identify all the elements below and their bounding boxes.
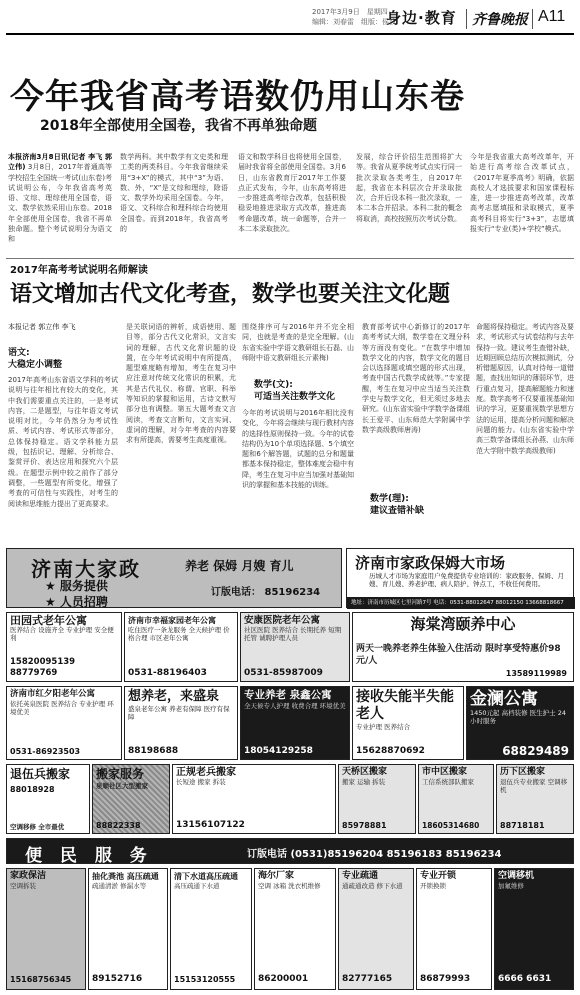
ad-phone: 15628870692 bbox=[356, 746, 425, 756]
ad-title: 专业养老 泉鑫公寓 bbox=[244, 689, 332, 701]
lead-text-1: 3月8日，2017年普通高等学校招生全国统一考试(山东卷)考试说明公布，今年我省高考英语、文综、理综使用全国卷，语文、数学依然采用山东卷。2018年全部使用全国卷，我省不再单独命题。整个考试说明分为语文和 bbox=[8, 163, 112, 244]
ad-title: 搬家服务 bbox=[96, 767, 145, 781]
subsection-title: 语文: bbox=[8, 348, 30, 358]
ad-disabled-elderly-care[interactable] bbox=[352, 686, 464, 760]
ad-title: 接收失能半失能老人 bbox=[356, 689, 454, 722]
ad-phone: 86879993 bbox=[420, 974, 471, 984]
ad-title: 济南市幸福家园老年公寓 bbox=[128, 616, 216, 625]
ad-text: 空调移修 全市最优 bbox=[10, 823, 65, 831]
ad-text: 疏通清淤 修漏水等 bbox=[92, 882, 147, 890]
ad-text: 两天一晚养老养生体验入住活动 限时享受特惠价98元/人 bbox=[356, 644, 561, 666]
lead-column-1 bbox=[8, 152, 112, 256]
ad-title: 济南市家政保姆大市场 bbox=[355, 554, 506, 572]
ad-text: 社区医院 医养结合 长期托养 短期托管 诚聘护理人员 bbox=[244, 626, 342, 642]
ad-phone: 18054129258 bbox=[244, 746, 313, 756]
ad-phone: 82777165 bbox=[342, 974, 393, 984]
ad-text: 1450元起 高档装修 医生护士 24小时服务 bbox=[470, 709, 567, 725]
issue-date: 2017年3月9日 星期四 bbox=[312, 8, 388, 16]
ad-phone: 88718181 bbox=[500, 821, 545, 830]
ad-title: 家政保洁 bbox=[10, 871, 47, 881]
ad-title: 退伍兵搬家 bbox=[10, 767, 71, 781]
ad-text: 搬家 运输 拆装 bbox=[342, 778, 386, 786]
ad-jinlan-apartment[interactable] bbox=[466, 686, 574, 760]
subsection-subtitle: 大稳定小调整 bbox=[8, 360, 63, 370]
newspaper-logo: 齐鲁晚报 bbox=[472, 12, 528, 28]
ad-item: ★ 服务提供 bbox=[45, 579, 108, 593]
page-number: A11 bbox=[538, 8, 566, 25]
ad-phone: 88822338 bbox=[96, 821, 141, 830]
ad-text: 泉顺社区大型搬家 bbox=[96, 782, 148, 790]
ad-tianqiao-moving[interactable] bbox=[338, 764, 416, 834]
feature-kicker: 2017年高考考试说明名师解读 bbox=[10, 265, 148, 276]
ad-phone: 13156107122 bbox=[176, 820, 245, 830]
ad-text: 专业护理 医养结合 bbox=[356, 723, 411, 731]
ad-phone: 6666 6631 bbox=[498, 974, 552, 984]
ad-lixia-moving[interactable] bbox=[496, 764, 574, 834]
ad-nanny-market[interactable] bbox=[346, 548, 574, 608]
section-divider bbox=[6, 258, 574, 259]
ad-phone: 15820095139 88779769 bbox=[10, 657, 76, 678]
ad-phone: 15168756345 bbox=[10, 975, 72, 984]
ad-title: 田园式老年公寓 bbox=[10, 614, 87, 627]
subsection-title: 数学(理): bbox=[370, 494, 409, 504]
header-divider bbox=[466, 9, 467, 29]
ad-title: 济南大家政 bbox=[31, 557, 141, 581]
ad-phone: 89152716 bbox=[92, 974, 143, 984]
ad-text: 工信系统部队搬家 bbox=[422, 778, 474, 786]
banner-phone: 订版电话 (0531)85196204 85196183 85196234 bbox=[247, 849, 502, 860]
lead-column-5: 今年是我省重大高考改革年，开始进行高考综合改革试点，《2017年夏季高考》明确，依据高校人才选拔要求和国家课程标准，进一步推进高考改革，改革高考志愿填报和录取模式，夏季高考科目将实行“3+3”，志愿填报实行“专业(类)+学校”模式。 bbox=[470, 153, 574, 234]
lead-headline: 今年我省高考语数仍用山东卷 bbox=[10, 77, 465, 117]
ad-item: ★ 人员招聘 bbox=[45, 595, 108, 609]
ad-haitang-bay[interactable] bbox=[352, 612, 574, 682]
ad-address: 地址：济南市历城区七里河路7号 电话：0531-88012647 88012150 13668818667 bbox=[347, 597, 575, 609]
convenience-banner bbox=[6, 838, 574, 864]
ad-text: 医养结合 设施齐全 专业护理 安全便利 bbox=[10, 626, 114, 642]
ad-text: 通疏通改造 修下水道 bbox=[342, 882, 403, 890]
ad-shengquan[interactable] bbox=[124, 686, 238, 760]
ad-phone: 15153120555 bbox=[174, 975, 236, 984]
top-rule bbox=[6, 33, 574, 35]
ad-happy-home-apartment[interactable] bbox=[124, 612, 238, 682]
ad-phone: 0531-86923503 bbox=[10, 747, 81, 756]
ad-drain-clearing[interactable] bbox=[170, 868, 252, 990]
ad-phone: 0531-85987009 bbox=[244, 668, 323, 678]
ad-phone: 68829489 bbox=[502, 744, 569, 758]
lead-byline: 本报济南3月8日讯(记者 李飞 郭立伟) bbox=[8, 153, 112, 172]
ad-veteran-moving[interactable] bbox=[6, 764, 90, 834]
ad-ankang-hospital[interactable] bbox=[240, 612, 350, 682]
ad-title: 市中区搬家 bbox=[422, 767, 468, 777]
ad-title: 清下水道高压疏通 bbox=[174, 872, 238, 881]
ad-phone: 订版电话： 85196234 bbox=[211, 587, 321, 598]
feature-column-2: 是关联词语的辨析，成语使用、题目等，部分古代文化常识，文言实词的理解，古代文化常识题的设置，在今年考试说明中有所提高，题型难度略有增加，考生在复习中应注意对传统文化常识的积累，尤其是古代礼仪、称谓、官职、科举等知识的掌握和运用，古诗文默写部分也有调整。第五大题考查文言阅读，考查文言断句，文言实词、虚词的理解，对今年考查的内容要求有所提高，需要考生高度重视。 bbox=[126, 323, 236, 445]
ad-title: 海棠湾颐养中心 bbox=[410, 615, 516, 633]
ad-phone: 86200001 bbox=[258, 974, 309, 984]
lead-column-4: 发展，综合评价招生范围将扩大等。我省从夏季统考试点实行同一批次录取各类考生，自2017年起，我省在本科层次合并录取批次，合并后设本科一批次录取，一本二本合并招录。本科二批的概念将取消，高校按照历次考试分数。 bbox=[356, 153, 462, 223]
ad-title: 天桥区搬家 bbox=[342, 767, 388, 777]
ad-text: 空调拆装 bbox=[10, 882, 36, 890]
ad-shizhong-moving[interactable] bbox=[418, 764, 494, 834]
lead-column-2: 数学两科。其中数学有文史类和理工类的两类科目。今年我省继续采用“3+X”的模式，其中“3”为语、数、外，“X”是文综和理综，除语文、数学外均采用全国卷。今年，语文、文科综合和理科综合均使用全国卷。而到2018年，我省高考的 bbox=[120, 153, 228, 234]
ad-ac-relocation[interactable] bbox=[494, 868, 574, 990]
ad-text: 吃住医疗一条龙服务 全天候护理 价格合理 市区老年公寓 bbox=[128, 626, 230, 642]
ad-title: 空调移机 bbox=[498, 871, 535, 881]
header-divider bbox=[532, 9, 533, 29]
ad-title: 海尔厂家 bbox=[258, 871, 295, 881]
feature-column-1: 2017年高考山东省语文学科的考试说明与往年相比有较大的变化，其中我们需要重点关注的，一是考试内容，二是题型，与往年语文考试说明对比，今年仍然分为考试性质、考试内容、考试形式等部分，总体保持稳定。语文学科能力层级，包括识记、理解、分析综合、鉴赏评价、表达应用和探究六个层级。在题型示例中较之前作了部分调整，一些题型有所变化，增强了考查的可信性与实践性，对考生的阅读和思维能力提出了更高要求。 bbox=[8, 376, 118, 508]
ad-haier-repair[interactable] bbox=[254, 868, 336, 990]
ad-text: 全天候专人护理 收费合理 环境优美 bbox=[244, 702, 346, 710]
feature-headline: 语文增加古代文化考查，数学也要关注文化题 bbox=[10, 282, 451, 307]
ad-title: 抽化粪池 高压疏通 bbox=[92, 872, 159, 881]
lead-subhead: 2018年全部使用全国卷，我省不再单独命题 bbox=[40, 118, 317, 134]
subsection-subtitle: 可适当关注数学文化 bbox=[254, 392, 336, 402]
feature-column-5: 命题将保持稳定。考试内容及要求，考试形式与试卷结构与去年保持一致。建议考生查错补缺，近期回顾总结历次模拟测试，分析错题原因，认真对待每一道错题，查找出知识的薄弱环节，进行重点复习，提高解题能力和速度。数学高考不仅要重视基础知识的学习，更要重视数学思想方法的运用，提高分析问题和解决问题的能力。(山东省实验中学高三数学备课组长孙燕、山东师范大学附中数学高级教师) bbox=[476, 323, 574, 455]
ad-phone: 18605314680 bbox=[422, 821, 480, 830]
ad-title: 历下区搬家 bbox=[500, 767, 546, 777]
ad-septic-pumping[interactable] bbox=[88, 868, 168, 990]
ad-text: 退伍兵专业搬家 空调移机 bbox=[500, 778, 568, 794]
ad-jinan-housekeeping[interactable] bbox=[6, 548, 342, 608]
ad-phone: 13589119989 bbox=[505, 669, 567, 678]
ad-phone: 0531-88196403 bbox=[128, 668, 207, 678]
ad-phone: 85978881 bbox=[342, 821, 387, 830]
feature-column-4: 教育部考试中心新修订的2017年高考考试大纲，数学卷在文理分科等方面没有变化。“在数学中增加数学文化的内容，数学文化的题目会以选择题或填空题的形式出现，考查中国古代数学成就等。”专家提醒，考生在复习中应当适当关注数学史与数学文化，但无须过多地去研究。(山东省实验中学数学备课组长王爱平、山东师范大学附属中学数学高级教师唐涛) bbox=[362, 323, 470, 434]
lead-column-3: 语文和数学科目也将使用全国卷，届时我省将全部使用全国卷。3月6日，山东省教育厅2017年工作要点正式发布，今年，山东高考将进一步推进高考综合改革，包括积极稳妥地推进录取方式改革，推进高考命题改革，统一命题等，合并一本二本录取批次。 bbox=[238, 153, 346, 234]
section-title: 身边·教育 bbox=[386, 9, 457, 27]
ad-text: 盛泉老年公寓 养老有保障 医疗有保障 bbox=[128, 705, 230, 721]
ad-moving-service[interactable] bbox=[92, 764, 170, 834]
ad-garden-senior-apartment[interactable] bbox=[6, 612, 122, 682]
feature-column-3b: 今年的考试说明与2016年相比没有变化，今年将会继续与现行教材内容的选择性原则保持一致。今年的试卷结构仍为10个单项选择题、5个填空题和6个解答题，试题的总分和题量都基本保持稳定，整体难度会稳中有降，考生在复习中应当加强对基础知识的掌握和基本技能的训练。 bbox=[242, 409, 354, 490]
ad-title: 专业开锁 bbox=[420, 871, 457, 881]
ad-regular-veteran-moving[interactable] bbox=[172, 764, 336, 834]
ad-title: 金澜公寓 bbox=[470, 689, 538, 709]
ad-text: 依托英泉医院 医养结合 专业护理 环境优美 bbox=[10, 700, 114, 716]
ad-red-sunset-apartment[interactable] bbox=[6, 686, 122, 760]
ad-title: 正规老兵搬家 bbox=[176, 767, 236, 778]
ad-locksmith[interactable] bbox=[416, 868, 492, 990]
ad-title: 想养老，来盛泉 bbox=[128, 689, 220, 704]
ad-title: 安康医院老年公寓 bbox=[244, 615, 321, 626]
banner-title: 便 民 服 务 bbox=[25, 846, 153, 866]
ad-text: 空调 冰箱 洗衣机维修 bbox=[258, 882, 321, 890]
ad-title: 专业疏通 bbox=[342, 871, 379, 881]
ad-pipe-clearing[interactable] bbox=[338, 868, 414, 990]
feature-byline: 本报记者 郭立伟 李飞 bbox=[8, 323, 76, 331]
ad-text: 高压疏通下水道 bbox=[174, 882, 220, 890]
editor-credit: 编辑：刘春雷 组版：侯波 bbox=[312, 18, 396, 26]
ad-text: 长短途 搬家 拆装 bbox=[176, 778, 226, 786]
ad-phone: 88018928 bbox=[10, 785, 55, 794]
ad-title: 济南市红夕阳老年公寓 bbox=[10, 689, 96, 699]
ad-text: 加氟维修 bbox=[498, 882, 524, 890]
ad-text: 历城人才市场为家庭用户免费提供专业培训的：家政服务、保姆、月嫂、育儿嫂、养老护理、病人陪护、钟点工，不收任何费用。 bbox=[369, 572, 564, 588]
subsection-title: 数学(文): bbox=[254, 380, 293, 390]
ad-phone: 88198688 bbox=[128, 746, 179, 756]
ad-quanxin-apartment[interactable] bbox=[240, 686, 350, 760]
ad-slogan: 养老 保姆 月嫂 育儿 bbox=[185, 559, 294, 573]
feature-column-3: 围绕排序可与2016年并不完全相同，也就是考查的是完全理解。(山东省实验中学语文教研组长石磊、山师附中语文教研组长亓素梅) bbox=[242, 323, 354, 362]
subsection-subtitle: 建议查错补缺 bbox=[370, 506, 425, 516]
ad-text: 开锁换锁 bbox=[420, 882, 446, 890]
ad-housekeeping-cleaning[interactable] bbox=[6, 868, 86, 990]
